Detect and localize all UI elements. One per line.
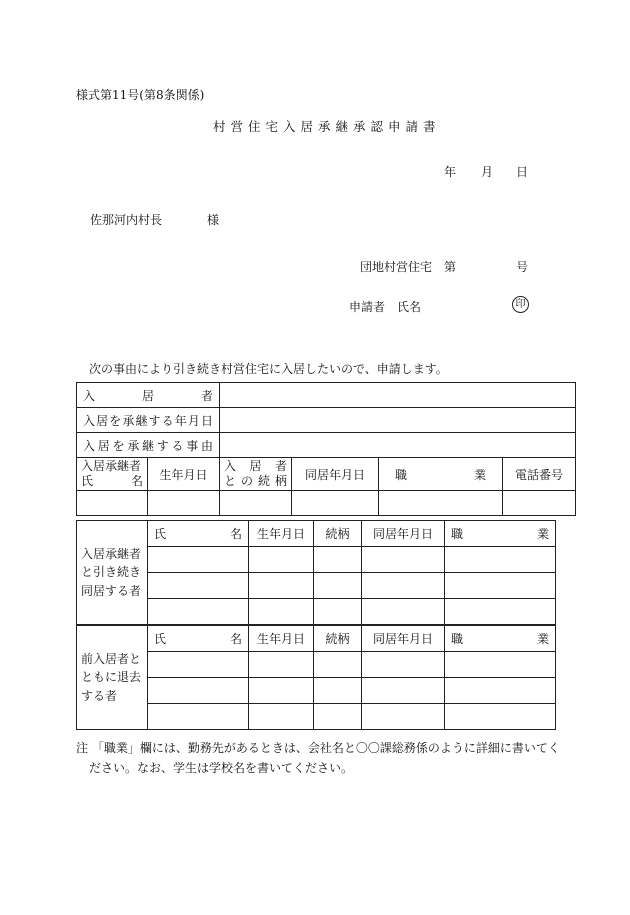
succession-reason-label [77,433,220,458]
successor-header-row [77,458,576,491]
continuing-data-row [77,547,556,573]
continuing-cell[interactable] [314,599,362,625]
successor-occupation-text: 職 業 [395,467,487,482]
form-number: 様式第11号(第8条関係) [76,88,205,102]
successor-occupation-cell[interactable] [379,491,503,516]
housing-number-dai: 第 [444,260,457,274]
continuing-cell[interactable] [362,599,445,625]
successor-occupation-header [379,458,503,491]
applicant-name-label: 氏名 [397,300,422,314]
leaving-label-line2: ともに退去 [81,670,142,685]
application-table [76,382,576,516]
successor-label-line1: 入居承継者 [81,459,142,473]
succession-date-label [77,408,220,433]
continuing-label-line3: 同居する者 [81,583,142,598]
leaving-occupation-text: 職 業 [451,632,549,646]
succession-date-field[interactable] [220,408,576,433]
housing-label: 団地村営住宅 [360,260,433,274]
succession-date-row [77,408,576,433]
continuing-cell[interactable] [314,573,362,599]
successor-birth-cell[interactable] [148,491,220,516]
continuing-cell[interactable] [362,547,445,573]
resident-label [77,383,220,408]
leaving-cohabit-header: 同居年月日 [362,626,445,652]
intro-text: 次の事由により引き続き村営住宅に入居したいので、申請します。 [89,362,448,376]
successor-relation-line1: 入 居 者 [224,459,287,473]
continuing-cell[interactable] [445,573,556,599]
successor-cohabit-header: 同居年月日 [292,458,379,491]
resident-field[interactable] [220,383,576,408]
leaving-group-label [77,626,148,730]
date-year-label: 年 [444,165,457,179]
continuing-cell[interactable] [148,547,249,573]
leaving-cell[interactable] [362,652,445,678]
continuing-group-label [77,521,148,625]
leaving-birth-header: 生年月日 [249,626,314,652]
succession-reason-label-text: 入 居 を 承 継 す る 事 由 [83,438,214,453]
continuing-cell[interactable] [445,599,556,625]
successor-name-cell[interactable] [77,491,148,516]
addressee: 佐那河内村長 [90,213,163,227]
continuing-name-text: 氏 名 [154,527,242,541]
continuing-name-header [148,521,249,547]
succession-reason-row [77,433,576,458]
successor-label-line2: 氏 名 [81,474,143,488]
continuing-occupation-header [445,521,556,547]
successor-data-row [77,491,576,516]
succession-date-label-text: 入 居 を 承 継 す る 年 月 日 [83,413,213,428]
successor-relation-header [220,458,292,491]
continuing-data-row [77,599,556,625]
continuing-cell[interactable] [249,599,314,625]
leaving-cell[interactable] [314,704,362,730]
resident-row [77,383,576,408]
successor-phone-cell[interactable] [503,491,576,516]
leaving-name-text: 氏 名 [154,632,242,646]
continuing-cell[interactable] [445,547,556,573]
resident-label-text: 入 居 者 [83,388,214,403]
continuing-data-row [77,573,556,599]
continuing-relation-header: 続柄 [314,521,362,547]
leaving-cell[interactable] [148,678,249,704]
successor-relation-cell[interactable] [220,491,292,516]
leaving-cell[interactable] [445,704,556,730]
leaving-data-row [77,678,556,704]
leaving-cell[interactable] [362,704,445,730]
succession-reason-field[interactable] [220,433,576,458]
continuing-birth-header: 生年月日 [249,521,314,547]
note-line2: ださい。なお、学生は学校名を書いてください。 [89,761,354,775]
continuing-cell[interactable] [362,573,445,599]
housing-number-gou: 号 [516,260,529,274]
continuing-label-line2: と引き続き [81,565,142,580]
leaving-cell[interactable] [445,652,556,678]
continuing-cell[interactable] [148,573,249,599]
date-day-label: 日 [516,165,529,179]
continuing-header-row [77,521,556,547]
continuing-cell[interactable] [249,573,314,599]
leaving-cell[interactable] [148,704,249,730]
successor-name-header [77,458,148,491]
page-title: 村営住宅入居承継承認申請書 [213,119,441,134]
date-month-label: 月 [481,165,494,179]
continuing-cell[interactable] [249,547,314,573]
leaving-data-row [77,652,556,678]
leaving-cell[interactable] [249,652,314,678]
leaving-cell[interactable] [314,652,362,678]
seal-icon: 印 [512,296,529,313]
leaving-header-row [77,626,556,652]
leaving-occupation-header [445,626,556,652]
successor-relation-line2: と の 続 柄 [224,474,287,488]
leaving-name-header [148,626,249,652]
leaving-data-row [77,704,556,730]
continuing-cell[interactable] [314,547,362,573]
leaving-cell[interactable] [314,678,362,704]
leaving-label-line1: 前入居者と [81,651,142,666]
leaving-relation-header: 続柄 [314,626,362,652]
successor-birth-header: 生年月日 [148,458,220,491]
leaving-cell[interactable] [362,678,445,704]
continuing-occupation-text: 職 業 [451,527,549,541]
leaving-label-line3: する者 [81,688,118,703]
leaving-cell[interactable] [249,678,314,704]
note-line1: 注 「職業」欄には、勤務先があるときは、会社名と〇〇課総務係のように詳細に書いてく [76,741,560,755]
leaving-cell[interactable] [249,704,314,730]
continuing-cell[interactable] [148,599,249,625]
seal-mark [512,296,529,313]
successor-phone-header: 電話番号 [503,458,576,491]
continuing-label-line1: 入居承継者 [81,546,142,561]
continuing-cohabit-header: 同居年月日 [362,521,445,547]
leaving-persons-table [76,625,556,730]
leaving-cell[interactable] [148,652,249,678]
addressee-honorific: 様 [207,213,220,227]
successor-cohabit-cell[interactable] [292,491,379,516]
continuing-cohabitants-table [76,520,556,625]
applicant-label: 申請者 [349,300,386,314]
leaving-cell[interactable] [445,678,556,704]
